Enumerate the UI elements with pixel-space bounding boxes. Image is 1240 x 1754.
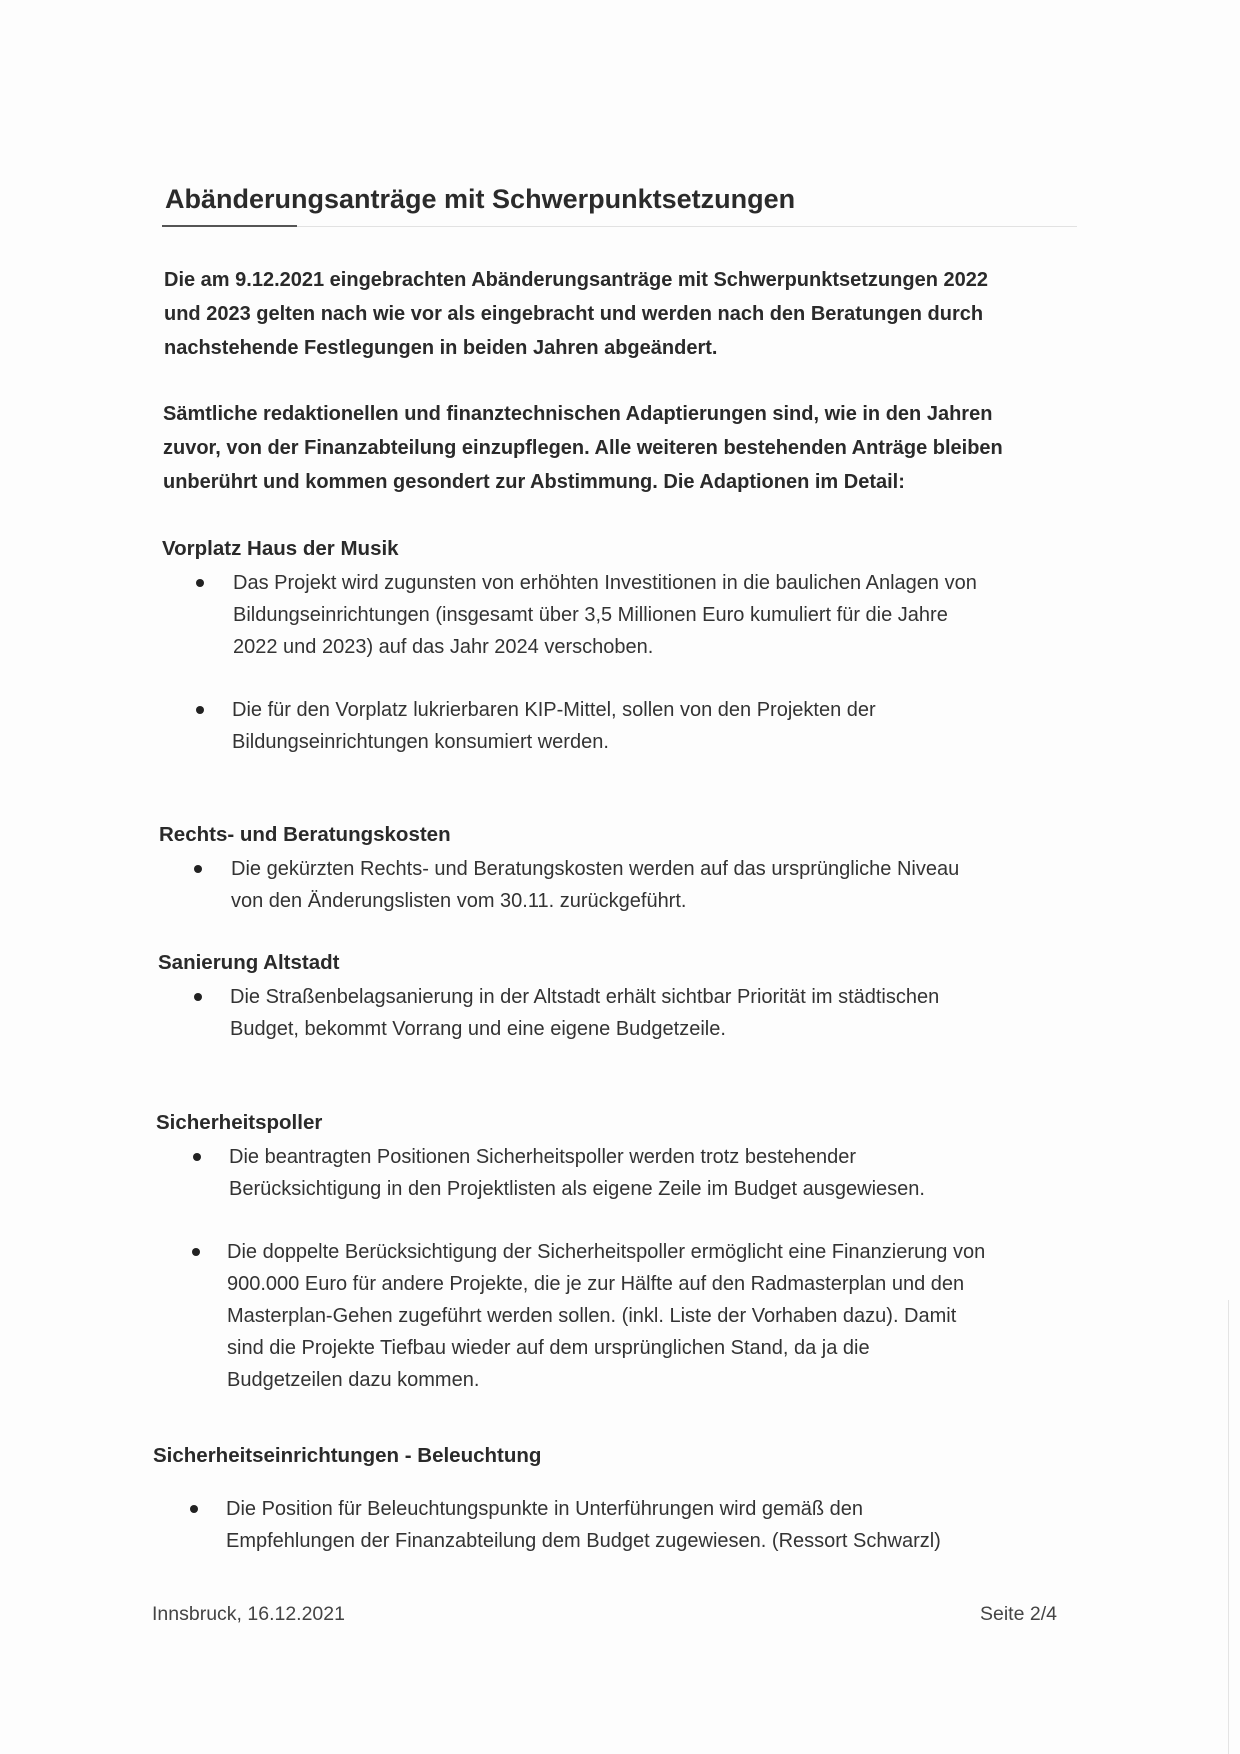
text-line: 2022 und 2023) auf das Jahr 2024 verschoben. <box>233 636 654 658</box>
text-line: Die doppelte Berücksichtigung der Sicherheitspoller ermöglicht eine Finanzierung von <box>227 1241 986 1263</box>
section-heading-vorplatz: Vorplatz Haus der Musik <box>162 537 399 560</box>
bullet-item <box>227 1236 985 1396</box>
text-line: zuvor, von der Finanzabteilung einzupflegen. Alle weiteren bestehenden Anträge bleiben <box>163 437 1003 459</box>
bullet-icon <box>194 865 202 873</box>
intro-paragraph-1 <box>164 263 988 365</box>
text-line: unberührt und kommen gesondert zur Abstimmung. Die Adaptionen im Detail: <box>163 471 905 493</box>
title-underline <box>162 226 1077 227</box>
bullet-item <box>226 1493 941 1557</box>
section-heading-sicherheitspoller: Sicherheitspoller <box>156 1111 323 1134</box>
text-line: Berücksichtigung in den Projektlisten als eigene Zeile im Budget ausgewiesen. <box>229 1178 925 1200</box>
section-heading-altstadt: Sanierung Altstadt <box>158 951 340 974</box>
bullet-icon <box>196 706 204 714</box>
text-line: Budget, bekommt Vorrang und eine eigene Budgetzeile. <box>230 1018 726 1040</box>
bullet-item <box>230 981 939 1045</box>
section-heading-rechtskosten: Rechts- und Beratungskosten <box>159 823 451 846</box>
title-underline-accent <box>162 225 297 227</box>
text-line: Die gekürzten Rechts- und Beratungskosten werden auf das ursprüngliche Niveau <box>231 858 960 880</box>
text-line: Die für den Vorplatz lukrierbaren KIP-Mittel, sollen von den Projekten der <box>232 699 876 721</box>
text-line: Bildungseinrichtungen konsumiert werden. <box>232 731 609 753</box>
section-heading-beleuchtung: Sicherheitseinrichtungen - Beleuchtung <box>153 1444 542 1467</box>
document-title: Abänderungsanträge mit Schwerpunktsetzungen <box>165 184 796 214</box>
bullet-icon <box>193 1153 201 1161</box>
bullet-icon <box>192 1248 200 1256</box>
bullet-icon <box>194 993 202 1001</box>
text-line: Die am 9.12.2021 eingebrachten Abänderungsanträge mit Schwerpunktsetzungen 2022 <box>164 269 988 291</box>
bullet-item <box>232 694 876 758</box>
text-line: Sämtliche redaktionellen und finanztechnischen Adaptierungen sind, wie in den Jahren <box>163 403 993 425</box>
scan-edge-line <box>1228 1300 1229 1754</box>
footer-page-number: Seite 2/4 <box>980 1603 1057 1625</box>
text-line: Die Straßenbelagsanierung in der Altstadt erhält sichtbar Priorität im städtischen <box>230 986 940 1008</box>
text-line: Masterplan-Gehen zugeführt werden sollen. (inkl. Liste der Vorhaben dazu). Damit <box>227 1305 957 1327</box>
text-line: Die Position für Beleuchtungspunkte in Unterführungen wird gemäß den <box>226 1498 864 1520</box>
text-line: sind die Projekte Tiefbau wieder auf dem ursprünglichen Stand, da ja die <box>227 1337 870 1359</box>
text-line: und 2023 gelten nach wie vor als eingebracht und werden nach den Beratungen durch <box>164 303 984 325</box>
text-line: von den Änderungslisten vom 30.11. zurückgeführt. <box>231 890 687 912</box>
text-line: Bildungseinrichtungen (insgesamt über 3,5 Millionen Euro kumuliert für die Jahre <box>233 604 948 626</box>
text-line: 900.000 Euro für andere Projekte, die je zur Hälfte auf den Radmasterplan und den <box>227 1273 965 1295</box>
bullet-item <box>231 853 959 917</box>
text-line: Empfehlungen der Finanzabteilung dem Budget zugewiesen. (Ressort Schwarzl) <box>226 1530 941 1552</box>
bullet-icon <box>196 579 204 587</box>
text-line: Das Projekt wird zugunsten von erhöhten Investitionen in die baulichen Anlagen von <box>233 572 977 594</box>
bullet-item <box>229 1141 925 1205</box>
text-line: Budgetzeilen dazu kommen. <box>227 1369 480 1391</box>
text-line: nachstehende Festlegungen in beiden Jahren abgeändert. <box>164 337 718 359</box>
footer-place-date: Innsbruck, 16.12.2021 <box>152 1603 345 1625</box>
bullet-item <box>233 567 977 663</box>
intro-paragraph-2 <box>163 397 1003 499</box>
bullet-icon <box>190 1505 198 1513</box>
text-line: Die beantragten Positionen Sicherheitspoller werden trotz bestehender <box>229 1146 857 1168</box>
